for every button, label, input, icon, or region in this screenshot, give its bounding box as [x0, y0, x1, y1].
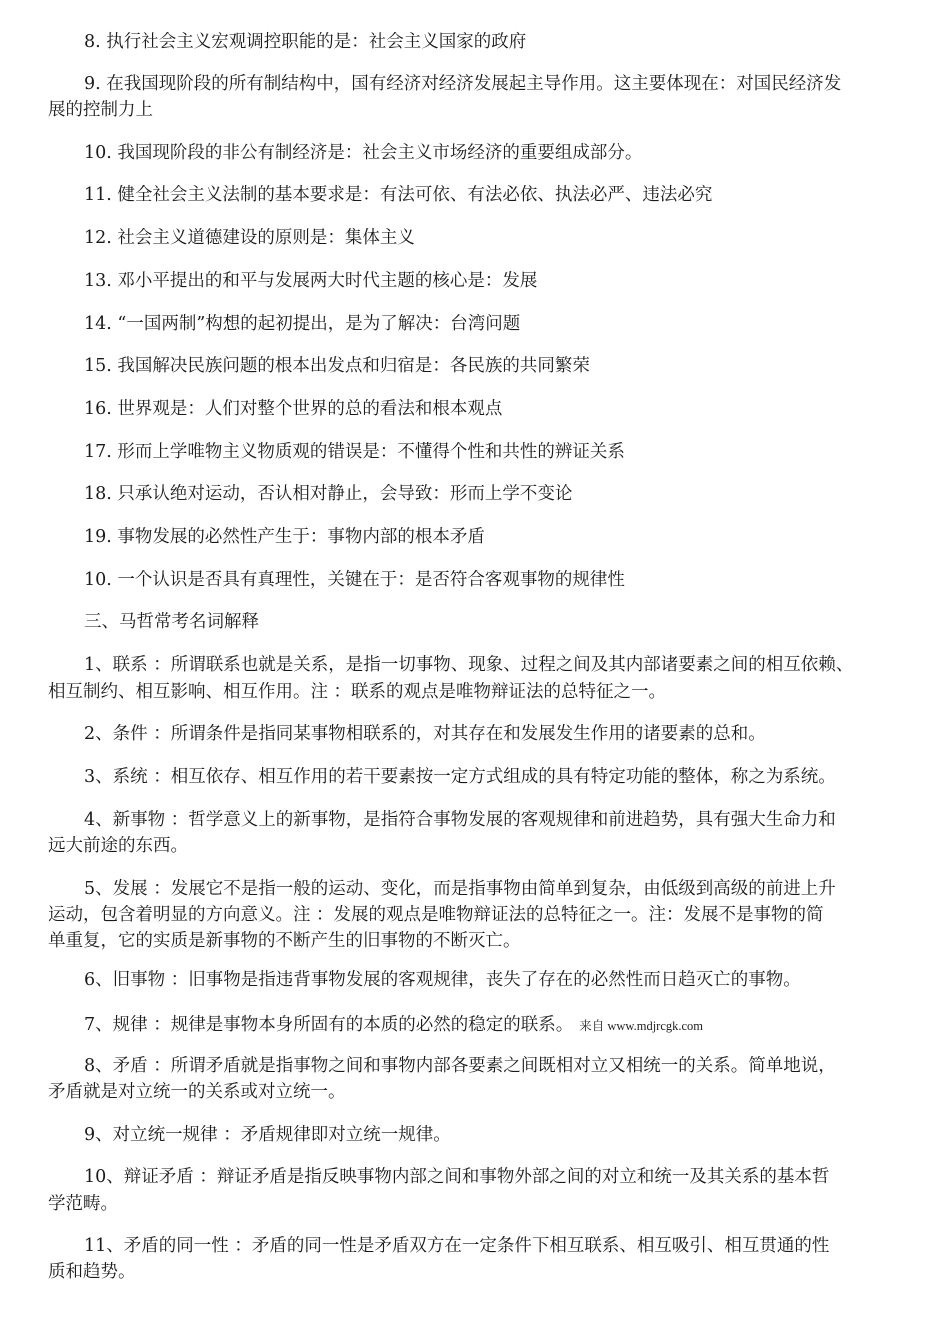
text-line: 19. 事物发展的必然性产生于：事物内部的根本矛盾: [84, 527, 485, 547]
text-line: 13. 邓小平提出的和平与发展两大时代主题的核心是：发展: [84, 271, 538, 291]
text-line: 1、联系 ：所谓联系也就是关系，是指一切事物、现象、过程之间及其内部诸要素之间的相互依赖、: [84, 655, 854, 675]
text-line: 7、规律 ：规律是事物本身所固有的本质的必然的稳定的联系。: [84, 1015, 574, 1035]
text-line: 运动，包含着明显的方向意义。注 ：发展的观点是唯物辩证法的总特征之一。注：发展不是事物的简: [48, 905, 824, 925]
text-line: 学范畴。: [48, 1194, 118, 1214]
text-line: 8. 执行社会主义宏观调控职能的是：社会主义国家的政府: [84, 32, 527, 52]
text-line: 3、系统 ：相互依存、相互作用的若干要素按一定方式组成的具有特定功能的整体，称之为系统。: [84, 767, 836, 787]
text-line: 9、对立统一规律 ：矛盾规律即对立统一规律。: [84, 1125, 451, 1145]
section-heading: 三、马哲常考名词解释: [84, 612, 259, 632]
text-line: 16. 世界观是：人们对整个世界的总的看法和根本观点: [84, 399, 503, 419]
text-line: 11、矛盾的同一性 ：矛盾的同一性是矛盾双方在一定条件下相互联系、相互吸引、相互贯通的性: [84, 1236, 830, 1256]
text-line: 10、辩证矛盾 ：辩证矛盾是指反映事物内部之间和事物外部之间的对立和统一及其关系的基本哲: [84, 1167, 830, 1187]
text-line: 相互制约、相互影响、相互作用。注 ：联系的观点是唯物辩证法的总特征之一。: [48, 682, 667, 702]
text-line: 单重复，它的实质是新事物的不断产生的旧事物的不断灭亡。: [48, 931, 521, 951]
text-line: 8、矛盾 ：所谓矛盾就是指事物之间和事物内部各要素之间既相对立又相统一的关系。简单地说，: [84, 1056, 836, 1076]
text-line: 9. 在我国现阶段的所有制结构中，国有经济对经济发展起主导作用。这主要体现在：对国民经济发: [84, 74, 842, 94]
text-line: 11. 健全社会主义法制的基本要求是：有法可依、有法必依、执法必严、违法必究: [84, 185, 713, 205]
text-line: 10. 一个认识是否具有真理性，关键在于：是否符合客观事物的规律性: [84, 570, 625, 590]
text-line: 18. 只承认绝对运动，否认相对静止，会导致：形而上学不变论: [84, 484, 573, 504]
text-line: 14. “一国两制”构想的起初提出，是为了解决：台湾问题: [84, 314, 521, 334]
text-line: 5、发展 ：发展它不是指一般的运动、变化，而是指事物由简单到复杂，由低级到高级的前进上升: [84, 879, 836, 899]
text-line: 12. 社会主义道德建设的原则是：集体主义: [84, 228, 415, 248]
text-line-with-watermark: [84, 1011, 910, 1041]
text-line: 6、旧事物 ：旧事物是指违背事物发展的客观规律，丧失了存在的必然性而日趋灭亡的事物。: [84, 970, 801, 990]
text-line: 展的控制力上: [48, 100, 153, 120]
text-line: 矛盾就是对立统一的关系或对立统一。: [48, 1082, 346, 1102]
text-line: 4、新事物 ：哲学意义上的新事物，是指符合事物发展的客观规律和前进趋势，具有强大生命力和: [84, 810, 836, 830]
source-watermark: 来自 www.mdjrcgk.com: [579, 1019, 704, 1033]
text-line: 2、条件 ：所谓条件是指同某事物相联系的，对其存在和发展发生作用的诸要素的总和。: [84, 724, 766, 744]
text-line: 15. 我国解决民族问题的根本出发点和归宿是：各民族的共同繁荣: [84, 356, 590, 376]
text-line: 远大前途的东西。: [48, 836, 188, 856]
text-line: 17. 形而上学唯物主义物质观的错误是：不懂得个性和共性的辨证关系: [84, 442, 625, 462]
text-line: 10. 我国现阶段的非公有制经济是：社会主义市场经济的重要组成部分。: [84, 143, 643, 163]
text-line: 质和趋势。: [48, 1262, 136, 1282]
